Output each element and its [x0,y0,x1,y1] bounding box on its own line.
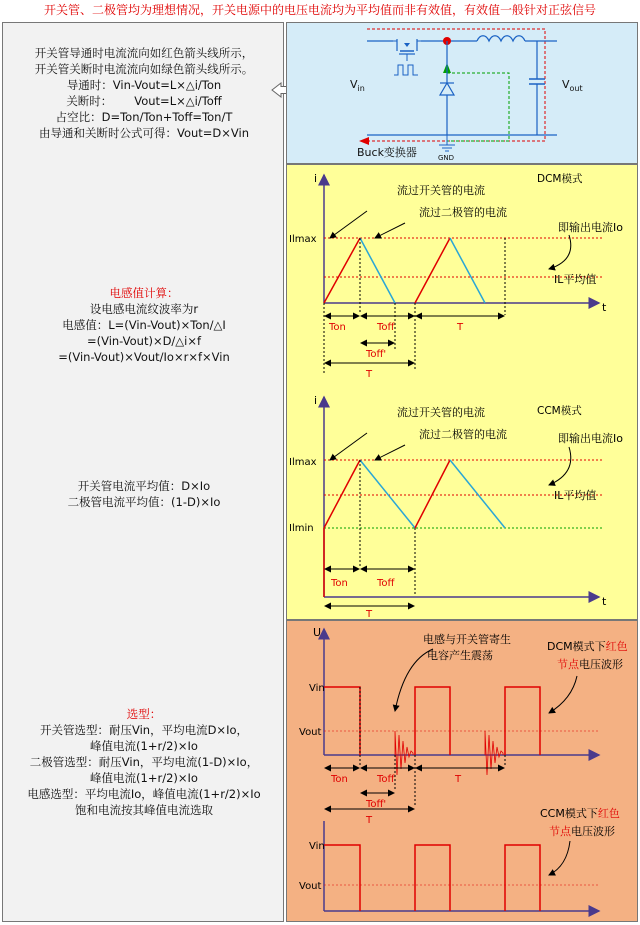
note-line: 开关管关断时电流流向如绿色箭头线所示。 [34,62,254,76]
ccm-vin-label: Vin [309,841,325,852]
note-line: 关断时： Vout=L×△i/Toff [66,94,222,108]
ccm-ilmin-label: Ilmin [289,523,314,534]
buck-circuit-diagram [287,23,637,163]
ccm-chart [289,394,623,619]
u-axis-label: U [313,626,322,639]
ringing-note-line2: 电容产生震荡 [427,649,493,662]
voltage-waveforms-diagram [287,621,637,921]
top-banner: 开关管、二极管均为理想情况，开关电源中的电压电流均为平均值而非有效值，有效值一般针对正弦信号 [43,3,596,17]
ccm-mode-label: CCM模式 [537,405,582,417]
ccm-output-current-label: 即输出电流Io [558,432,623,445]
note-line: =(Vin-Vout)×Vout/Io×r×f×Vin [58,350,230,364]
ccm-diode-current-label: 流过二极管的电流 [419,428,507,441]
ccm-voltage-chart [299,806,620,911]
ccm-ton-label: Ton [331,578,348,589]
ground-icon [439,135,455,151]
current-waveforms-diagram [287,165,637,619]
dcm-voltage-chart [299,626,628,826]
dcm-vout-label: Vout [299,727,322,738]
dcm-i-axis-label: i [314,172,318,185]
dcm-voltage-caption-line1: DCM模式下红色 [547,640,628,653]
note-line: 电感值：L=(Vin-Vout)×Ton/△I [62,318,226,332]
diode-icon [440,41,454,135]
v-ton-label: Ton [331,774,348,785]
voltage-waveforms-panel [286,620,638,922]
ccm-i-axis-label: i [314,394,318,407]
v-toff-label: Toff [377,774,395,785]
dcm-output-current-label: 即输出电流Io [558,221,623,234]
dcm-ilmax-label: Ilmax [289,234,317,245]
circuit-name: Buck变换器 [357,146,417,159]
note-line: 二极管选型：耐压Vin，平均电流(1-D)×Io， [29,755,259,769]
note-line: 饱和电流按其峰值电流选取 [75,803,213,817]
note-line: 开关管导通时电流流向如红色箭头线所示， [34,46,254,60]
inductance-block [3,285,285,365]
dcm-toff-label: Toff [377,322,395,333]
note-line: =(Vin-Vout)×D/△i×f [86,334,202,348]
dcm-toff2-label: Toff' [366,349,387,360]
dcm-t-axis-label: t [602,301,607,314]
mosfet-icon [393,39,421,61]
note-line: 峰值电流(1+r/2)×Io [90,739,198,753]
ccm-voltage-caption-line1: CCM模式下红色 [540,807,620,820]
ccm-ilmax-label: Ilmax [289,457,317,468]
note-line: 开关管电流平均值：D×Io [77,479,211,493]
v-t-label: T [455,774,462,785]
ccm-vout-label: Vout [299,881,322,892]
ccm-switch-current-label: 流过开关管的电流 [397,406,485,419]
current-waveforms-panel [286,164,638,620]
dcm-t-period-label: T [457,322,464,333]
note-line: 开关管选型：耐压Vin，平均电流D×Io， [39,723,248,737]
ccm-voltage-caption-line2: 节点电压波形 [549,825,615,838]
vin-label: $V_{in}$ [350,78,365,93]
dcm-vin-label: Vin [309,683,325,694]
average-current-block [3,478,285,510]
note-line: 设电感电流纹波率为r [89,302,199,316]
dcm-diode-current-label: 流过二极管的电流 [419,206,507,219]
ccm-il-avg-label: IL平均值 [554,489,597,502]
note-line: 电感选型：平均电流Io，峰值电流(1+r/2)×Io [27,787,261,801]
dcm-t2-label: T [366,369,373,380]
vout-label: $V_{out}$ [562,78,583,93]
pwm-waveform-icon [394,65,418,75]
dcm-il-avg-label: IL平均值 [554,273,597,286]
note-line: 峰值电流(1+r/2)×Io [90,771,198,785]
ringing-note-line1: 电感与开关管寄生 [423,633,511,646]
circuit-panel [286,22,638,164]
ccm-t-period-label: T [366,609,373,619]
formula-block [3,45,285,141]
ccm-toff-label: Toff [377,578,395,589]
dcm-mode-label: DCM模式 [537,173,583,185]
selection-title: 选型： [126,707,162,721]
inductance-title: 电感值计算： [109,286,179,300]
v-t2-label: T [366,815,373,826]
left-notes-panel [2,22,284,922]
dcm-switch-current-label: 流过开关管的电流 [397,184,485,197]
note-line: 导通时：Vin-Vout=L×△i/Ton [66,78,222,92]
dcm-voltage-caption-line2: 节点电压波形 [557,658,623,671]
ccm-t-axis-label: t [602,595,607,608]
v-toff2-label: Toff' [366,799,387,810]
note-line: 二极管电流平均值：(1-D)×Io [67,495,221,509]
note-line: 由导通和关断时公式可得：Vout=D×Vin [38,126,250,140]
gnd-label: GND [438,154,455,162]
note-line: 占空比：D=Ton/Ton+Toff=Ton/T [55,110,233,124]
dcm-chart [289,172,623,380]
dcm-ton-label: Ton [329,322,346,333]
selection-block [3,706,285,818]
capacitor-icon [529,41,545,135]
